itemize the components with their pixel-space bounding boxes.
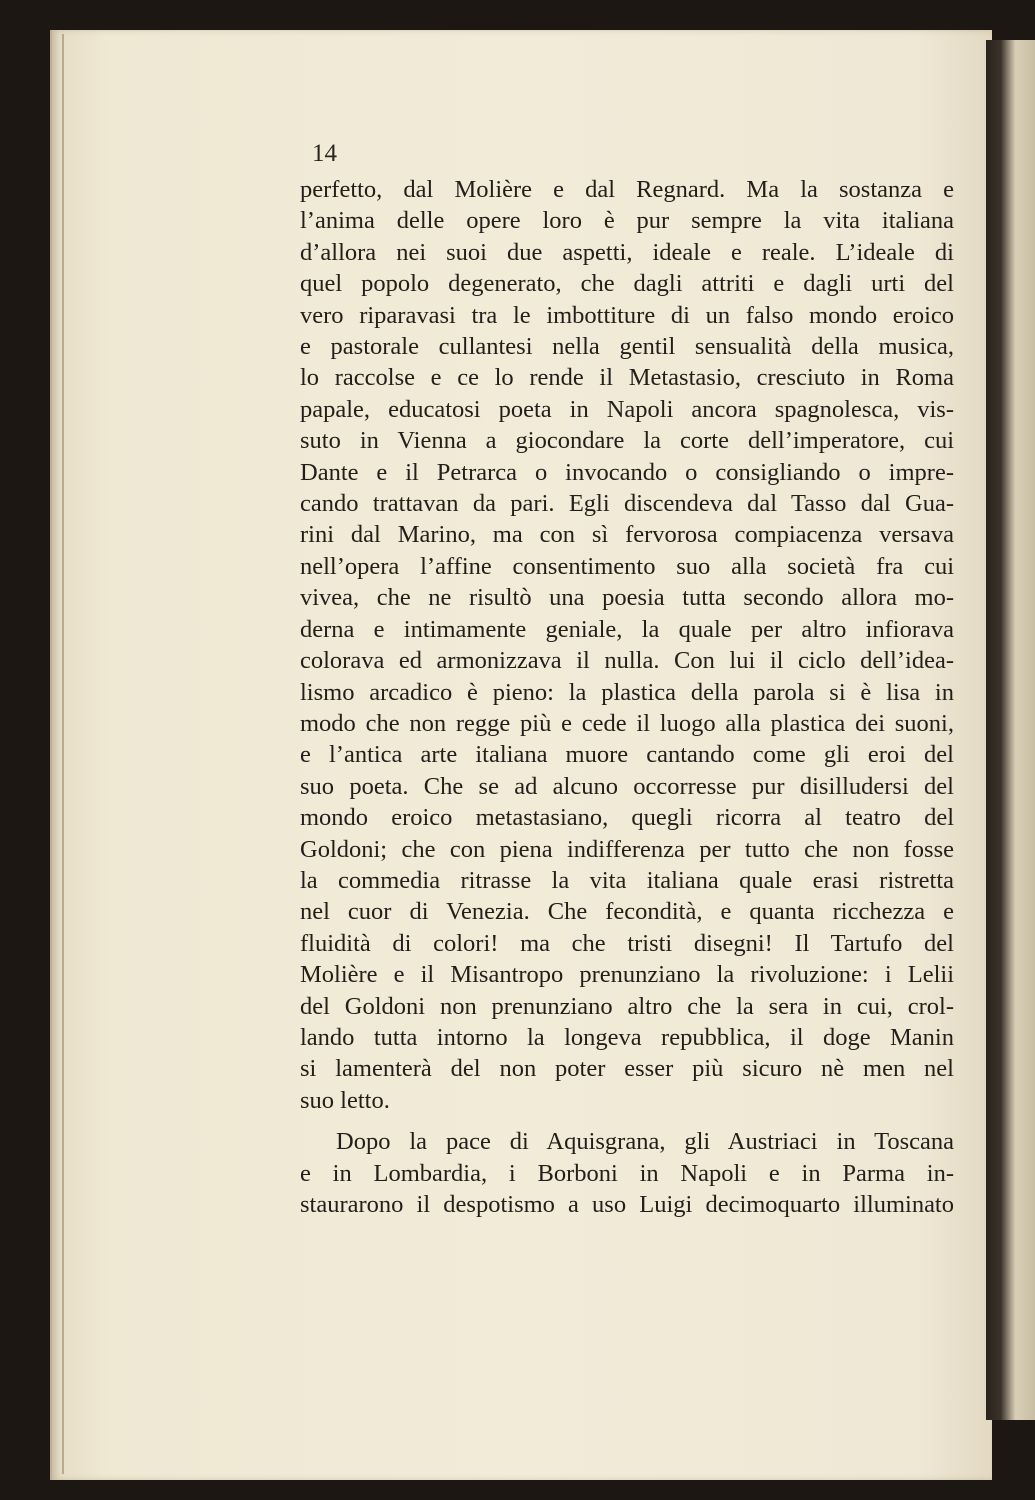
text-line: e pastorale cullantesi nella gentil sensualità della musica, <box>300 333 954 361</box>
text-line: Dopo la pace di Aquisgrana, gli Austriaci in Toscana <box>336 1128 954 1156</box>
text-line: lo raccolse e ce lo rende il Metastasio, cresciuto in Roma <box>300 364 954 392</box>
text-line: papale, educatosi poeta in Napoli ancora spagnolesca, vis- <box>300 395 954 423</box>
text-line: nel cuor di Venezia. Che fecondità, e quanta ricchezza e <box>300 898 954 926</box>
text-line: Goldoni; che con piena indifferenza per tutto che non fosse <box>300 835 954 863</box>
page-number: 14 <box>312 140 337 167</box>
text-line: perfetto, dal Molière e dal Regnard. Ma la sostanza e <box>300 176 954 203</box>
text-line: fluidità di colori! ma che tristi disegni! Il Tartufo del <box>300 929 954 957</box>
text-line: vero riparavasi tra le imbottiture di un falso mondo eroico <box>300 301 954 329</box>
text-line: suto in Vienna a giocondare la corte dell’imperatore, cui <box>300 427 954 455</box>
text-line: lando tutta intorno la longeva repubblica, il doge Manin <box>300 1023 954 1051</box>
text-line: l’anima delle opere loro è pur sempre la vita italiana <box>300 207 954 235</box>
page-fold-shadow <box>62 34 64 1474</box>
text-line: mondo eroico metastasiano, quegli ricorra al teatro del <box>300 804 954 832</box>
adjacent-page-edge <box>986 40 1035 1420</box>
text-line: la commedia ritrasse la vita italiana quale erasi ristretta <box>300 866 954 894</box>
text-line: staurarono il despotismo a uso Luigi decimoquarto illuminato <box>300 1191 954 1218</box>
text-line: modo che non regge più e cede il luogo alla plastica dei suoni, <box>300 709 954 737</box>
text-line: suo poeta. Che se ad alcuno occorresse pur disilludersi del <box>300 772 954 800</box>
text-line: nell’opera l’affine consentimento suo alla società fra cui <box>300 552 954 580</box>
text-line: rini dal Marino, ma con sì fervorosa compiacenza versava <box>300 521 954 549</box>
text-line: colorava ed armonizzava il nulla. Con lui il ciclo dell’idea- <box>300 647 954 675</box>
text-line: vivea, che ne risultò una poesia tutta secondo allora mo- <box>300 584 954 612</box>
text-line: Dante e il Petrarca o invocando o consigliando o impre- <box>300 458 954 486</box>
text-line: suo letto. <box>300 1086 390 1114</box>
text-line: derna e intimamente geniale, la quale per altro infiorava <box>300 615 954 643</box>
text-line: lismo arcadico è pieno: la plastica della parola si è lisa in <box>300 678 954 706</box>
text-line: del Goldoni non prenunziano altro che la sera in cui, crol- <box>300 992 954 1020</box>
paragraph-1 <box>300 174 954 1116</box>
text-line: e in Lombardia, i Borboni in Napoli e in Parma in- <box>300 1159 954 1187</box>
text-line: si lamenterà del non poter esser più sicuro nè men nel <box>300 1055 954 1083</box>
paragraph-2 <box>300 1126 954 1220</box>
text-line: d’allora nei suoi due aspetti, ideale e reale. L’ideale di <box>300 238 954 266</box>
text-line: quel popolo degenerato, che dagli attriti e dagli urti del <box>300 270 954 298</box>
text-line: cando trattavan da pari. Egli discendeva dal Tasso dal Gua- <box>300 490 954 518</box>
text-line: e l’antica arte italiana muore cantando come gli eroi del <box>300 741 954 769</box>
body-text <box>300 174 954 1220</box>
text-line: Molière e il Misantropo prenunziano la rivoluzione: i Lelii <box>300 961 954 989</box>
